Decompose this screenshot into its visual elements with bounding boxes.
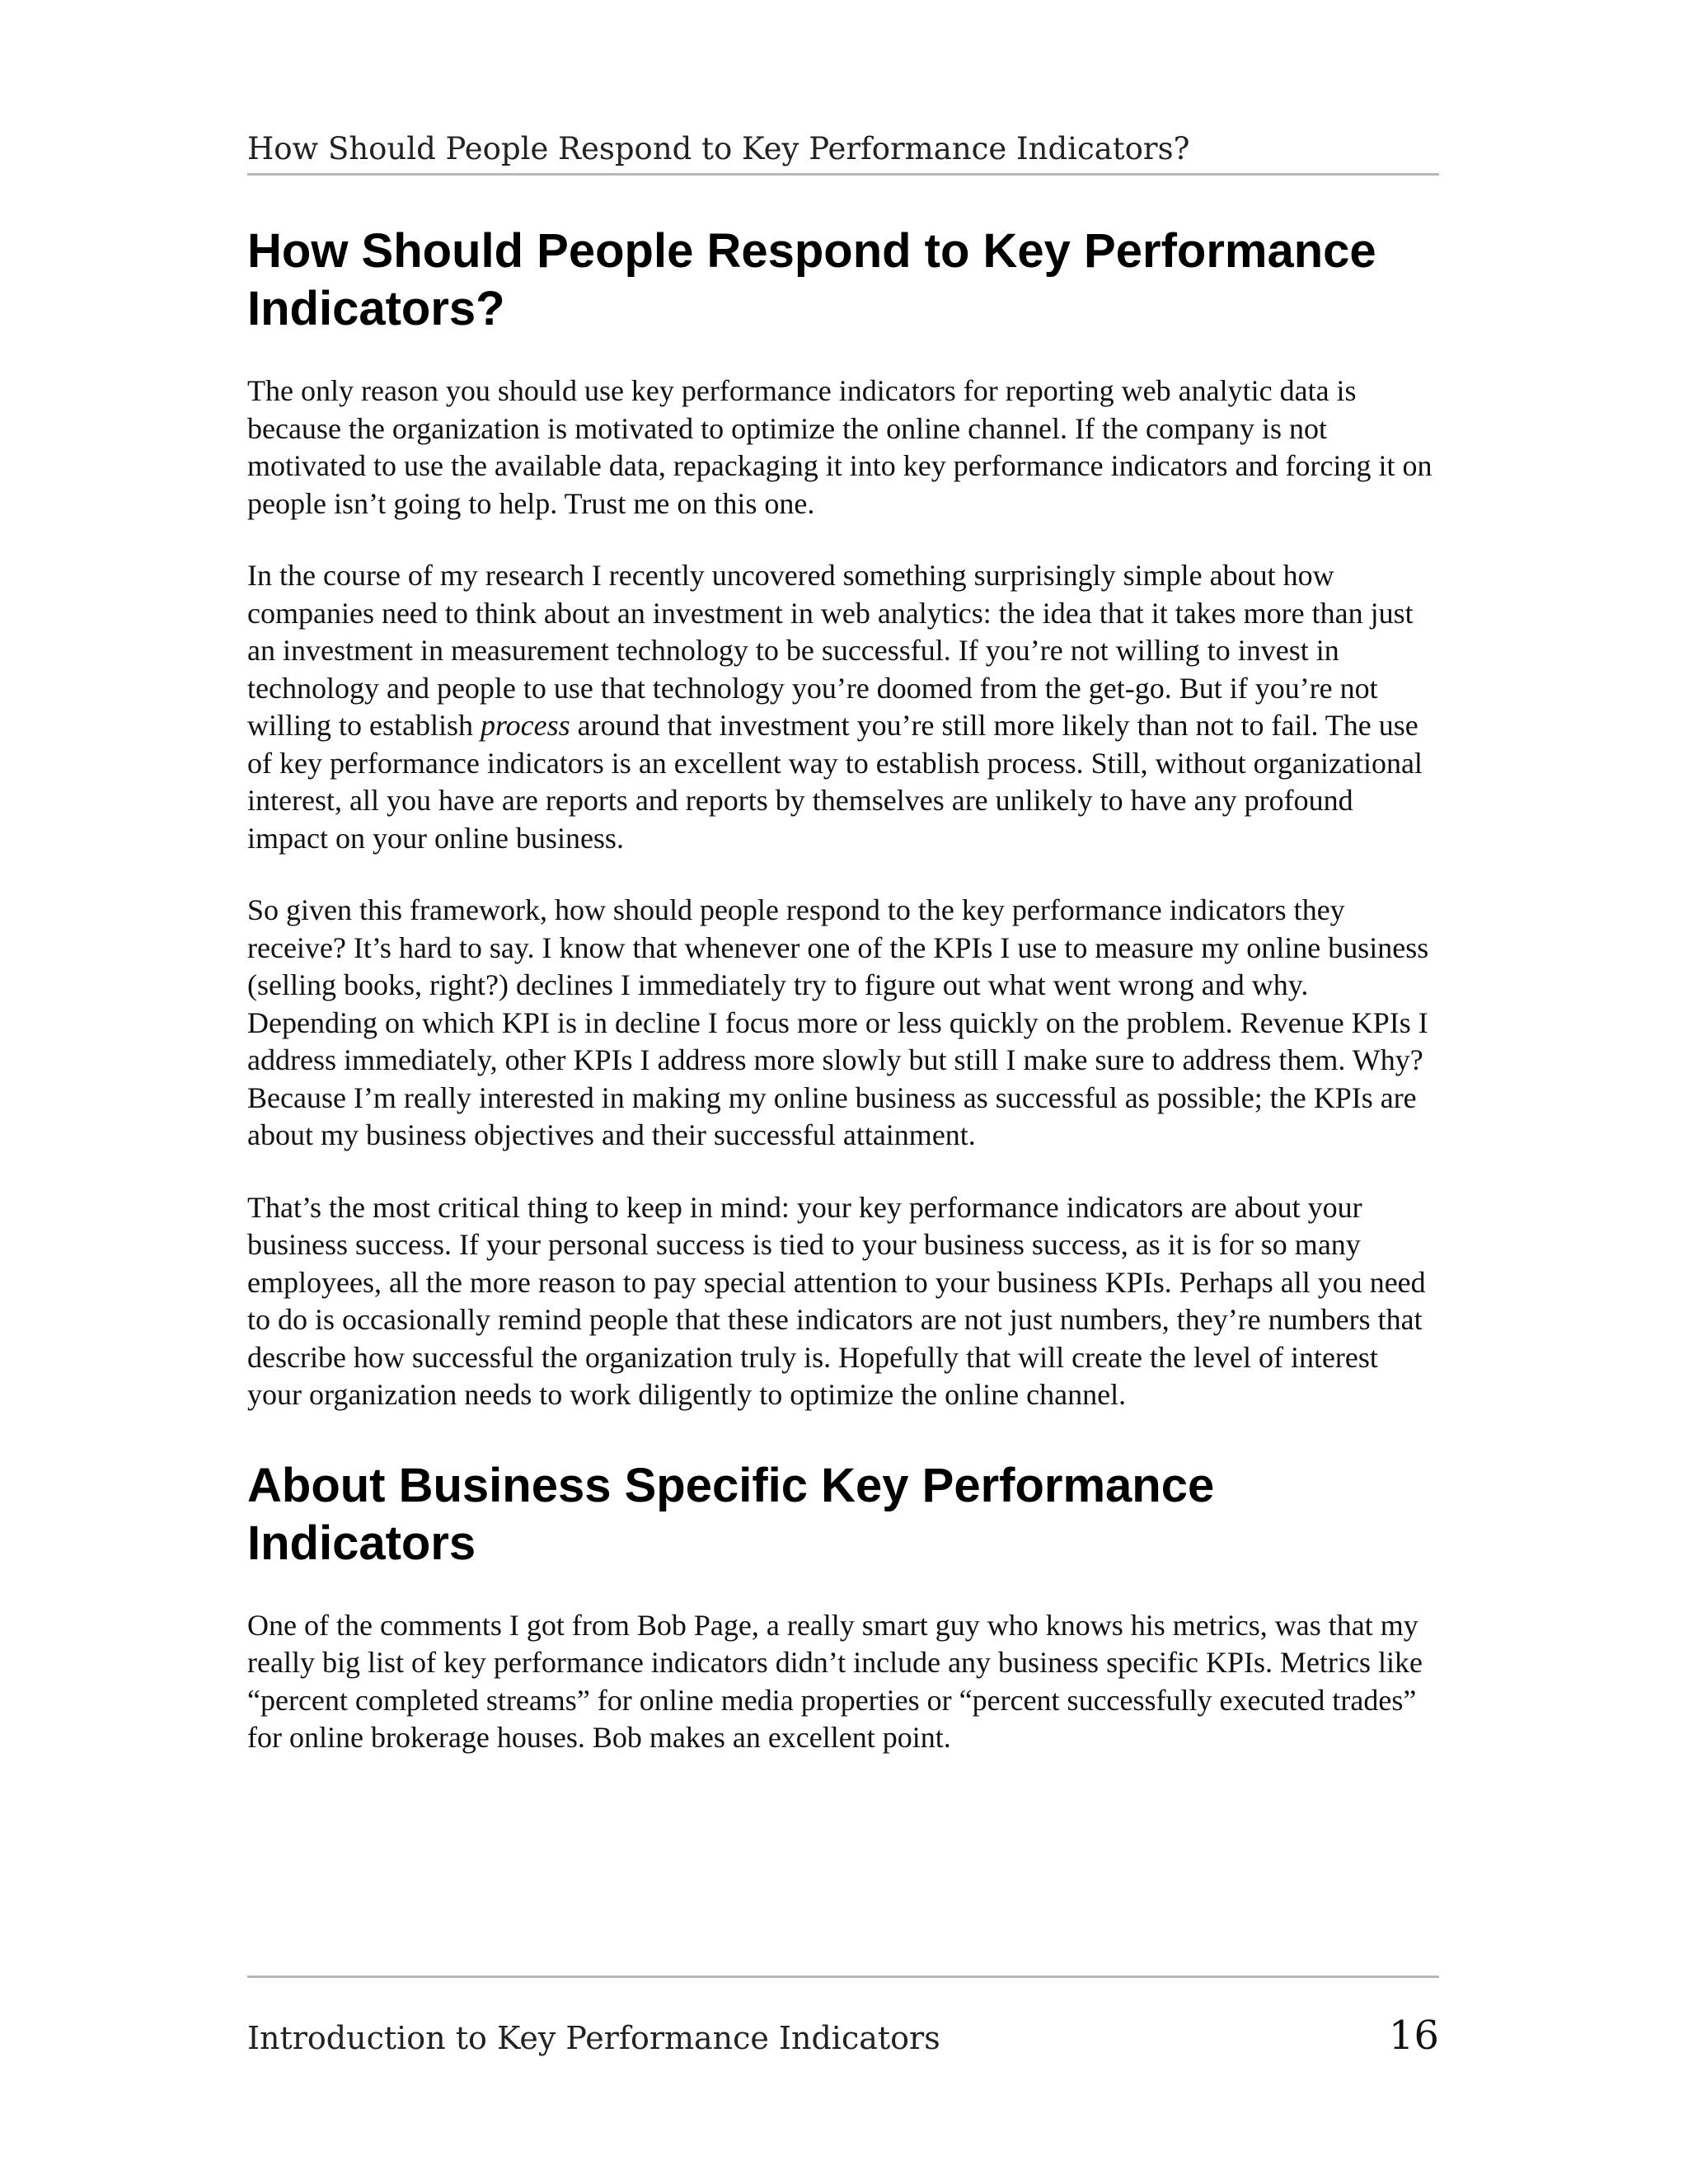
section-heading: How Should People Respond to Key Performance Indicators? — [247, 224, 1376, 335]
page-number: 16 — [1388, 2013, 1439, 2059]
emphasized-word: process — [481, 709, 570, 742]
section-heading: About Business Specific Key Performance Indicators — [247, 1458, 1215, 1570]
body-paragraph — [247, 557, 1439, 857]
footer-divider — [247, 1975, 1439, 1978]
running-header: How Should People Respond to Key Performance Indicators? — [247, 129, 1439, 176]
document-page — [247, 0, 1439, 2184]
body-paragraph: So given this framework, how should people respond to the key performance indicators they receive? It’s hard to say. I know that whenever one of the KPIs I use to measure my online business (selling books, right?) declines I immediately try to figure out what went wrong and why. Depending on which KPI is in decline I focus more or less quickly on the problem. Revenue KPIs I address immediately, other KPIs I address more slowly but still I make sure to address them. Why? Because I’m really interested in making my online business as successful as possible; the KPIs are about my business objectives and their successful attainment. — [247, 893, 1429, 1151]
body-paragraph: The only reason you should use key performance indicators for reporting web analytic data is because the organization is motivated to optimize the online channel. If the company is not motivated to use the available data, repackaging it into key performance indicators and forcing it on people isn’t going to help. Trust me on this one. — [247, 374, 1432, 520]
paragraph-text: around that investment you’re still more likely than not to fail. The use of key performance indicators is an excellent way to establish process. Still, without organizational interest, all you have are reports and reports by themselves are unlikely to have any profound impact on your online business. — [247, 709, 1423, 855]
body-paragraph: One of the comments I got from Bob Page, a really smart guy who knows his metrics, was that my really big list of key performance indicators didn’t include any business specific KPIs. Metrics like “percent completed streams” for online media properties or “percent successfully executed trades” for online brokerage houses. Bob makes an excellent point. — [247, 1608, 1423, 1754]
paragraph-text: In the course of my research I recently uncovered something surprisingly simple about how companies need to think about an investment in web analytics: the idea that it takes more than just an investment in measurement technology to be successful. If you’re not willing to invest in technology and people to use that technology you’re doomed from the get-go. But if you’re not willing to establish — [247, 559, 1414, 742]
page-content — [247, 223, 1439, 1792]
body-paragraph: That’s the most critical thing to keep in mind: your key performance indicators are about your business success. If your personal success is tied to your business success, as it is for so many employees, all the more reason to pay special attention to your business KPIs. Perhaps all you need to do is occasionally remind people that these indicators are not just numbers, they’re numbers that describe how successful the organization truly is. Hopefully that will create the level of interest your organization needs to work diligently to optimize the online channel. — [247, 1190, 1426, 1411]
footer-book-title: Introduction to Key Performance Indicators — [247, 2020, 940, 2056]
